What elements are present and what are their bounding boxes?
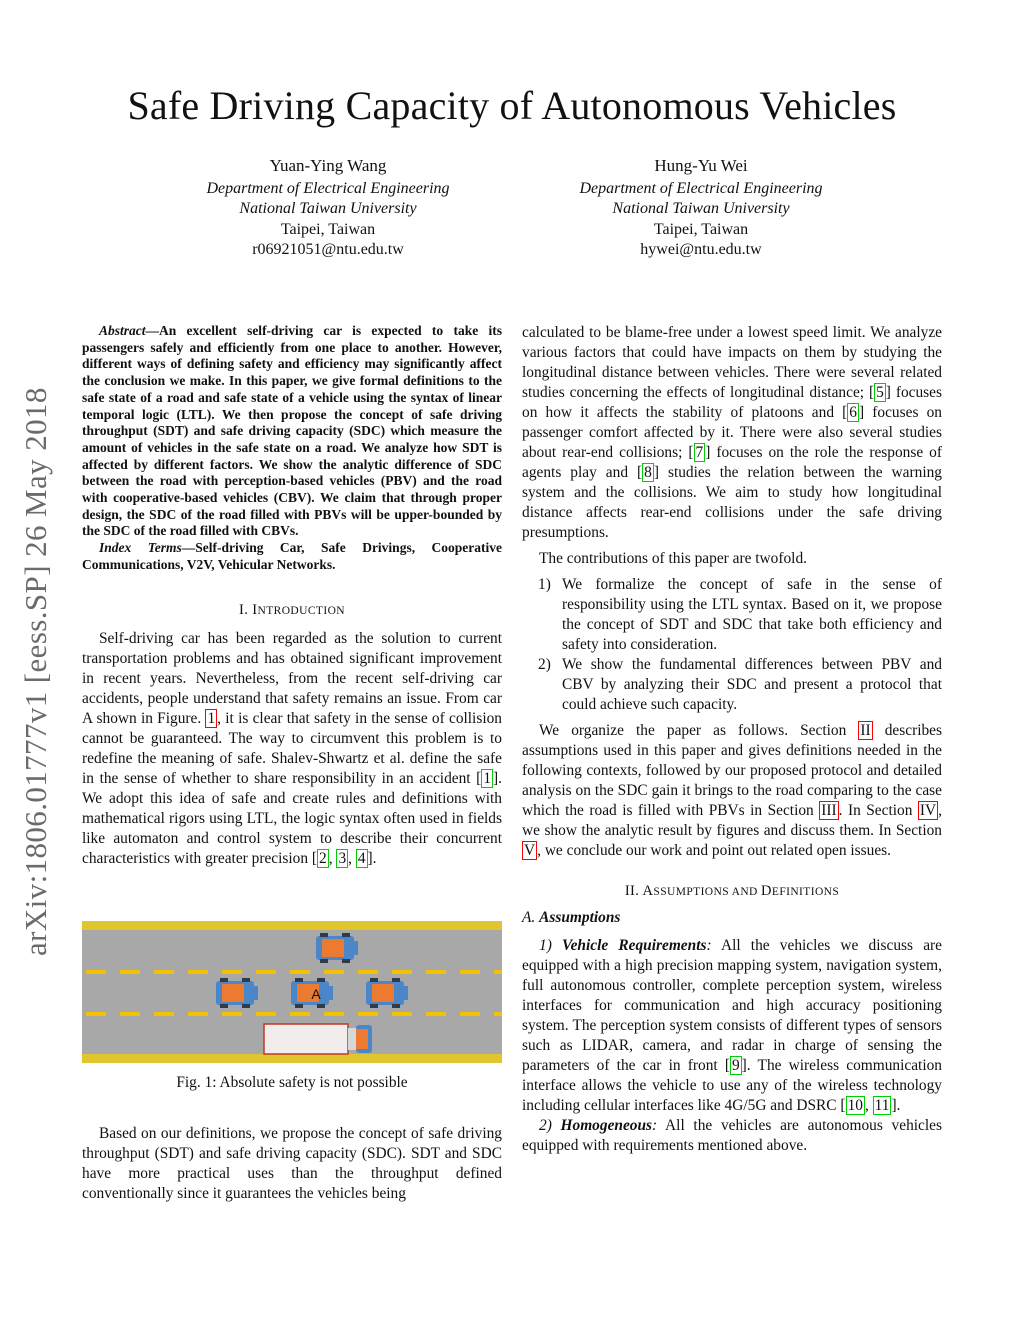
author-name: Yuan-Ying Wang (269, 156, 387, 175)
citation-link[interactable]: 9 (731, 1057, 740, 1074)
author-email: hywei@ntu.edu.tw (640, 241, 762, 258)
left-column (82, 323, 502, 869)
car-a-label: A (311, 986, 321, 1002)
abstract-label: Abstract (99, 323, 146, 338)
car-a-icon (291, 978, 333, 1008)
section-ref-link[interactable]: V (524, 842, 536, 859)
citation-link[interactable]: 7 (695, 444, 704, 461)
citation-link[interactable]: 3 (338, 849, 347, 867)
organization-paragraph: We organize the paper as follows. Section II describes assumptions used in this paper and gives definitions needed in the following contexts, followed by our proposed protocol and detailed analysis on the SDC gain it brings to the road comparing to the case which the road is filled with PBVs in Section III . In Section IV , we show the analytic result by figures and discuss them. In Section V , we conclude our work and point out related open issues. (522, 722, 942, 859)
car-icon (366, 978, 408, 1008)
road-illustration (82, 921, 502, 1063)
citation-link[interactable]: 1 (483, 769, 492, 787)
related-work-paragraph: calculated to be blame-free under a lowest speed limit. We analyze various factors that could have impacts on them by studying the longitudinal distance between vehicles. There were several related studies concerning the effects of longitudinal distance; [ 5 ] focuses on how it affects the stability of platoons and [ 6 ] focuses on passenger comfort affected by it. There were also several studies about rear-end collisions; [ 7 ] focuses on the role the response of agents play and [ 8 ] studies the relation between the warning system and the collisions. We aim to study how longitudinal distance affects rear-end collisions under the safe driving presumptions. (522, 324, 943, 541)
citation-link[interactable]: 11 (874, 1097, 890, 1114)
author-name: Hung-Yu Wei (654, 156, 748, 175)
author-block-1 (148, 156, 508, 261)
car-icon (316, 933, 358, 963)
paper-title: Safe Driving Capacity of Autonomous Vehicles (127, 83, 897, 128)
abstract-text: An excellent self-driving car is expected to take its passengers safely and efficiently from one place to another. However, different ways of defining safety and efficiency may significantly affect the conclusion we make. In this paper, we give formal definitions to the safe state of a road and safe state of a vehicle using the syntax of linear temporal logic (LTL). We then propose the concept of safe driving throughput (SDT) and safe driving capacity (SDC) which measure the amount of vehicles in the safe state on a road. We analyze how SDT is affected by different factors. We show the analytic difference of SDC between the road with perception-based vehicles (PBV) and the road with cooperative-based vehicles (CBV). We claim that through proper design, the SDC of the road filled with PBVs will be upper-bounded by the SDC of the road filled with CBVs. (82, 323, 502, 539)
list-item: 2) We show the fundamental differences between PBV and CBV by analyzing their SDC and present a protocol that could achieve such capacity. (538, 656, 942, 713)
figure-ref-link[interactable]: 1 (207, 709, 216, 727)
figure-caption: Fig. 1: Absolute safety is not possible (176, 1074, 408, 1091)
citation-link[interactable]: 6 (849, 404, 857, 421)
section-ref-link[interactable]: II (860, 722, 871, 739)
citation-link[interactable]: 8 (644, 464, 652, 481)
author-department: Department of Electrical Engineering (206, 179, 450, 197)
section-ref-link[interactable]: IV (919, 802, 937, 819)
intro-paragraph-2: Based on our definitions, we propose the concept of safe driving throughput (SDT) and safe driving capacity (SDC). SDT and SDC have more practical uses than the throughput defined conventionally since it guarantees the vehicles being (82, 1125, 502, 1202)
index-terms-label: Index Terms (99, 540, 182, 556)
right-column (522, 323, 942, 1156)
list-item: 1) We formalize the concept of safe in the sense of responsibility using the LTL syntax. Based on it, we propose the concept of SDT and SDC that take both efficiency and safety into consideration. (538, 576, 942, 653)
citation-link[interactable]: 2 (319, 849, 327, 867)
section-heading-assumptions: II. ASSUMPTIONS AND DEFINITIONS (624, 883, 840, 899)
author-university: National Taiwan University (239, 200, 417, 217)
figure-road (82, 921, 502, 1063)
vehicle-requirements-paragraph: 1) Vehicle Requirements: All the vehicles we discuss are equipped with a high precision mapping system, navigation system, full autonomous controller, complete perception system, wireless interfaces for communication and high accuracy positioning system. The perception system consists of different types of sensors such as LIDAR, camera, and radar in charge of sensing the parameters of the car in front [ 9 ]. The wireless communication interface allows the vehicle to use any of the wireless technology including cellular interfaces like 4G/5G and DSRC [ 10 , 11 ]. (522, 937, 942, 1114)
intro-paragraph: Self-driving car has been regarded as the solution to current transportation problems and has obtained significant improvement in recent years. Nevertheless, from the recent self-driving car accidents, people understand that safety remains an issue. From car A shown in Figure. 1 , it is clear that safety in the sense of collision cannot be guaranteed. The way to circumvent this problem is to redefine the meaning of safe. Shalev-Shwartz et al. define the safe in the sense of whether to share responsibility in an accident [ 1 ]. We adopt this idea of safe and create rules and definitions with mathematical rigors using LTL, the logic syntax often used in fields like automaton and control system to describe their concurrent characteristics with greater precision [ 2 , 3 , 4 ]. (82, 629, 502, 867)
citation-link[interactable]: 5 (876, 384, 884, 401)
index-terms-text: Self-driving Car, Safe Drivings, Cooperative Communications, V2V, Vehicular Networks. (82, 540, 503, 572)
author-university: National Taiwan University (612, 200, 790, 217)
author-department: Department of Electrical Engineering (579, 179, 823, 197)
author-city: Taipei, Taiwan (653, 220, 749, 238)
abstract: Abstract—An excellent self-driving car is expected to take its passengers safely and efficiently from one place to another. However, different ways of defining safety and efficiency may significantly affect the conclusion we make. In this paper, we give formal definitions to the safe state of a road and safe state of a vehicle using the syntax of linear temporal logic (LTL). We then propose the concept of safe driving throughput (SDT) and safe driving capacity (SDC) which measure the amount of vehicles in the safe state on a road. We analyze how SDT is affected by different factors. We show the analytic difference of SDC between the road with perception-based vehicles (PBV) and the road with cooperative-based vehicles (CBV). We claim that through proper design, the SDC of the road filled with PBVs will be upper-bounded by the SDC of the road filled with CBVs. (82, 323, 502, 539)
author-city: Taipei, Taiwan (280, 220, 376, 238)
car-icon (216, 978, 258, 1008)
author-block-2 (521, 156, 881, 261)
author-email: r06921051@ntu.edu.tw (252, 241, 404, 258)
contributions-intro: The contributions of this paper are twofold. (539, 550, 807, 567)
arxiv-stamp: arXiv:1806.01777v1 [eess.SP] 26 May 2018 (18, 387, 53, 956)
subsection-heading: A. Assumptions (522, 909, 621, 926)
index-terms: Index Terms—Self-driving Car, Safe Drivings, Cooperative Communications, V2V, Vehicular Networks. (82, 540, 503, 572)
left-column-bottom (82, 1124, 502, 1204)
section-ref-link[interactable]: III (821, 802, 837, 819)
citation-link[interactable]: 4 (357, 849, 366, 867)
homogeneous-paragraph: 2) Homogeneous: All the vehicles are autonomous vehicles equipped with requirements mentioned above. (522, 1117, 942, 1154)
section-heading-introduction: I. INTRODUCTION (239, 601, 345, 618)
citation-link[interactable]: 10 (847, 1097, 863, 1114)
truck-icon (264, 1024, 372, 1054)
contributions-list (522, 575, 942, 715)
